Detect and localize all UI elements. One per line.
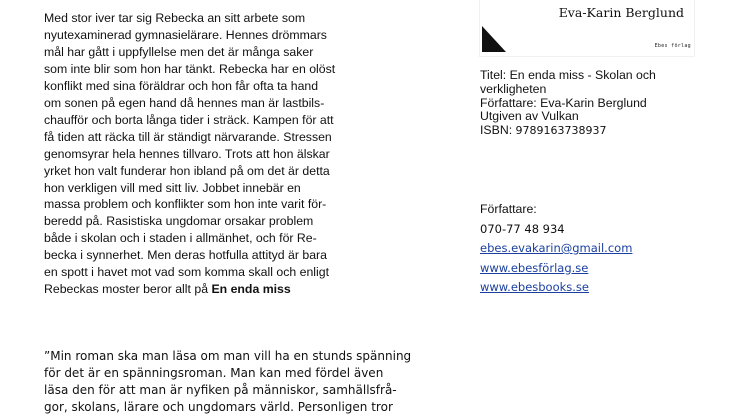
contact-heading: Författare: (480, 202, 537, 216)
description-line: genomsyrar hela hennes tillvaro. Trots att hon älskar (44, 146, 330, 161)
info-author: Författare: Eva-Karin Berglund (480, 95, 647, 110)
logo-author-name: Eva-Karin Berglund (558, 5, 684, 20)
description-line: konflikt med sina föräldrar och hon får ofta ta hand (44, 78, 319, 93)
description-last-line-text: Rebeckas moster beror allt på (44, 282, 212, 297)
isbn-label: ISBN: (480, 123, 516, 138)
description-line: becka i synnerhet. Men deras hotfulla attityd är bara (44, 248, 327, 263)
description-line: nyutexaminerad gymnasielärare. Hennes drömmars (44, 27, 327, 42)
book-info (480, 69, 730, 138)
contact-info (480, 200, 730, 298)
quote-line: läsa den för att man är nyfiken på människor, samhällsfrå- (44, 383, 397, 397)
description-line: en spott i havet mot vad som komma skall och enligt (44, 265, 330, 280)
description-line: mål har gått i uppfyllelse men det är många saker (44, 44, 314, 59)
description-last-line (44, 281, 384, 298)
contact-phone: 070-77 48 934 (480, 221, 565, 236)
info-isbn (480, 124, 730, 138)
description-line: massa problem och konflikter som hon inte varit för- (44, 197, 327, 212)
triangle-logo-icon (480, 24, 508, 54)
description-line: hon verkligen vill med sitt liv. Jobbet innebär en (44, 180, 301, 195)
description-line: som inte blir som hon har tänkt. Rebecka har en olöst (44, 61, 336, 76)
publisher-logo (480, 0, 694, 56)
description-line: få tiden att räcka till är ständigt närvarande. Stressen (44, 129, 332, 144)
description-line: yrket hon valt funderar hon ibland på om det är detta (44, 163, 330, 178)
website-link-1[interactable]: www.ebesförlag.se (480, 260, 589, 275)
description-line: Med stor iver tar sig Rebecka an sitt arbete som (44, 11, 306, 25)
quote-line: för det är en spänningsroman. Man kan med fördel även (44, 366, 384, 380)
quote-line: ”Min roman ska man läsa om man vill ha en stunds spänning (44, 349, 412, 363)
description-text (44, 10, 384, 298)
logo-publisher-name: Ebes förlag (654, 43, 691, 49)
description-line: beredd på. Rasistiska ungdomar orsakar problem (44, 214, 314, 229)
info-title-line1: Titel: En enda miss - Skolan och (480, 68, 656, 82)
description-line: både i skolan och i staden i allmänhet, och för Re- (44, 231, 317, 246)
author-quote (44, 348, 424, 416)
info-title-line2: verkligheten (480, 81, 547, 96)
quote-line: gor, skolans, lärare och ungdomars värld. Personligen tror (44, 400, 393, 414)
contact-email-link[interactable]: ebes.evakarin@gmail.com (480, 241, 633, 255)
website-link-2[interactable]: www.ebesbooks.se (480, 280, 590, 294)
isbn-value: 9789163738937 (515, 124, 607, 138)
book-title-bold: En enda miss (211, 282, 291, 297)
description-line: chaufför och borta långa tider i sträck. Kampen för att (44, 112, 334, 127)
description-line: om sonen på egen hand då hennes man är lastbils- (44, 95, 325, 110)
info-publisher: Utgiven av Vulkan (480, 109, 579, 124)
